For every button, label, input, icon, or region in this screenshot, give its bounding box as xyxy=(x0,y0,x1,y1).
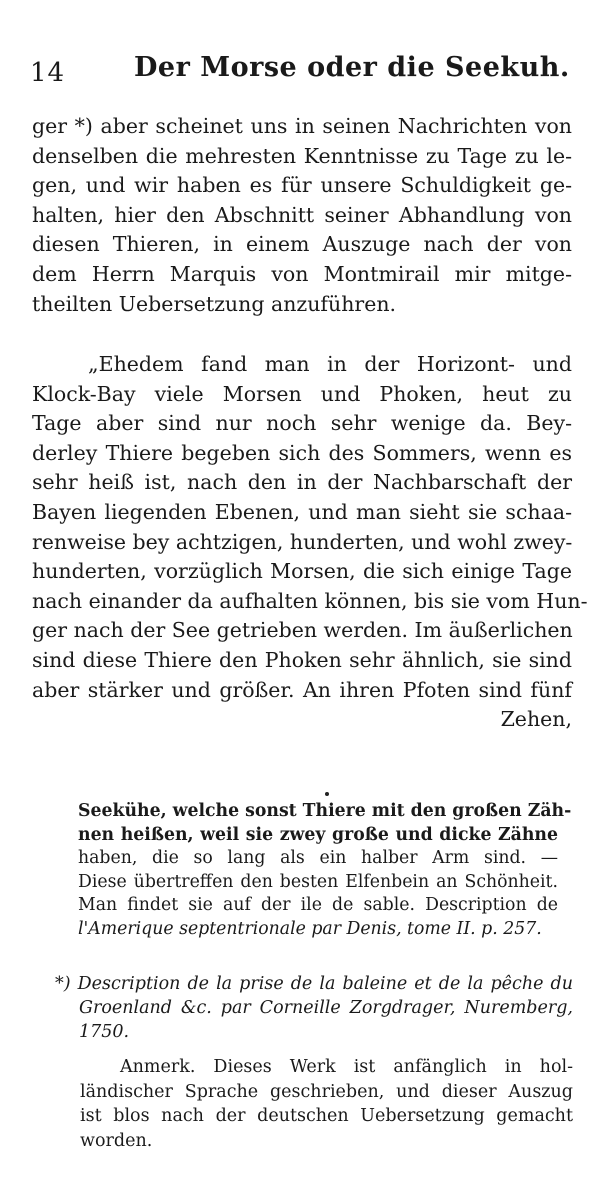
text-line: nach einander da aufhalten können, bis sie vom Hun- xyxy=(32,588,588,613)
footnote-line: nen heißen, weil sie zwey große und dicke Zähne xyxy=(78,824,558,845)
running-title: Der Morse oder die Seekuh. xyxy=(134,52,570,83)
text-line: aber stärker und größer. An ihren Pfoten sind fünf xyxy=(32,677,572,702)
text-line: Klock-Bay viele Morsen und Phoken, heut zu xyxy=(32,381,572,406)
body-paragraph-2 xyxy=(32,350,588,735)
text-line: ger nach der See getrieben werden. Im äußerlichen xyxy=(32,618,573,643)
text-line: theilten Uebersetzung anzuführen. xyxy=(32,291,397,316)
text-line: dem Herrn Marquis von Montmirail mir mitge- xyxy=(32,261,572,286)
footnote-line: haben, die so lang als ein halber Arm sind. — xyxy=(78,848,558,869)
text-line: renweise bey achtzigen, hunderten, und wohl zwey- xyxy=(32,529,573,554)
footnote-line: worden. xyxy=(80,1130,153,1151)
text-line: gen, und wir haben es für unsere Schuldigkeit ge- xyxy=(32,173,572,198)
footnote-line: Groenland &c. par Corneille Zorgdrager, Nuremberg, xyxy=(79,998,573,1018)
text-line: „Ehedem fand man in der Horizont- und xyxy=(88,352,572,376)
text-line: Bayen liegenden Ebenen, und man sieht sie schaa- xyxy=(32,499,572,524)
text-line: denselben die mehresten Kenntnisse zu Tage zu le- xyxy=(32,143,572,168)
footnote-description xyxy=(55,972,573,1044)
footnote-line: 1750. xyxy=(79,1022,130,1042)
text-line: halten, hier den Abschnitt seiner Abhandlung von xyxy=(32,202,572,227)
text-line: diesen Thieren, in einem Auszuge nach der von xyxy=(32,232,572,257)
page-number: 14 xyxy=(30,58,66,88)
text-line: Zehen, xyxy=(500,707,572,732)
text-line: sind diese Thiere den Phoken sehr ähnlich, sie sind xyxy=(32,647,572,672)
text-line: Tage aber sind nur noch sehr wenige da. Bey- xyxy=(32,411,572,436)
text-line: ger *) aber scheinet uns in seinen Nachrichten von xyxy=(32,114,572,138)
footnote-seekuehe xyxy=(78,800,572,942)
ink-speck xyxy=(325,792,329,796)
text-line: sehr heiß ist, nach den in der Nachbarschaft der xyxy=(32,470,572,495)
text-line: hunderten, vorzüglich Morsen, die sich einige Tage xyxy=(32,559,572,584)
footnote-line: Diese übertreffen den besten Elfenbein an Schönheit. xyxy=(78,871,558,892)
footnote-line: Anmerk. Dieses Werk ist anfänglich in hol- xyxy=(120,1057,573,1077)
footnote-line: Man findet sie auf der ile de sable. Description de xyxy=(78,895,558,916)
text-line: derley Thiere begeben sich des Sommers, wenn es xyxy=(32,440,572,465)
footnote-line: l'Amerique septentrionale par Denis, tome II. p. 257. xyxy=(78,918,542,939)
footnote-line: ist blos nach der deutschen Uebersetzung gemacht xyxy=(80,1106,573,1126)
footnote-anmerkung xyxy=(80,1055,573,1153)
body-paragraph-1 xyxy=(32,112,572,319)
footnote-line: ländischer Sprache geschrieben, und dieser Auszug xyxy=(80,1081,573,1102)
footnote-line: *) Description de la prise de la baleine et de la pêche du xyxy=(55,974,573,994)
footnote-line: Seekühe, welche sonst Thiere mit den großen Zäh- xyxy=(78,801,572,821)
